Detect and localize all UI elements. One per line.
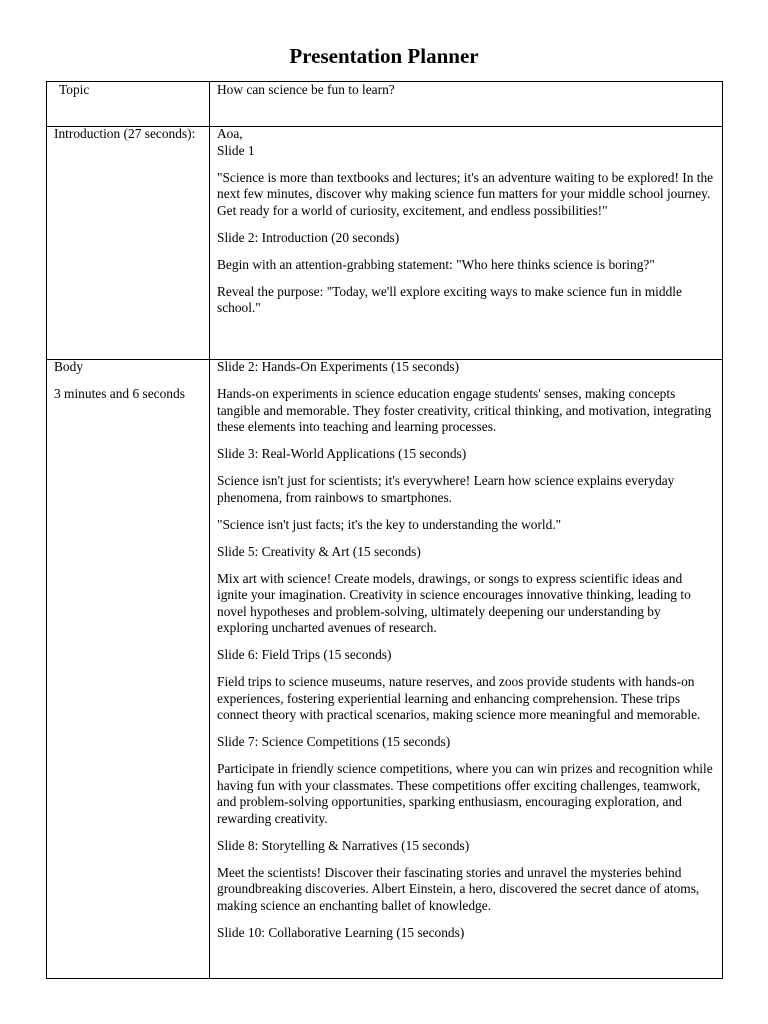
body-paragraph: Meet the scientists! Discover their fascinating stories and unravel the mysteries behind groundbreaking discoveries. Albert Einstein, a hero, discovered the secret dance of atoms, making science an enchanting ballet of knowledge.	[217, 864, 700, 913]
introduction-content	[217, 126, 714, 327]
body-paragraph: Field trips to science museums, nature reserves, and zoos provide students with hands-on experiences, fostering experiential learning and enhancing comprehension. These trips connect theory with practical scenarios, making science more meaningful and memorable.	[217, 674, 701, 722]
body-paragraph: Slide 7: Science Competitions (15 seconds)	[217, 734, 451, 749]
greeting-text: Aoa,	[217, 126, 243, 141]
body-paragraph: Slide 8: Storytelling & Narratives (15 seconds)	[217, 837, 470, 853]
slide2-text-purpose: Reveal the purpose: "Today, we'll explore exciting ways to make science fun in middle school."	[217, 283, 682, 315]
body-paragraph: Slide 10: Collaborative Learning (15 seconds)	[217, 924, 465, 940]
body-paragraph: "Science isn't just facts; it's the key to understanding the world."	[217, 516, 562, 532]
slide2-heading: Slide 2: Introduction (20 seconds)	[217, 229, 400, 245]
body-paragraph: Slide 5: Creativity & Art (15 seconds)	[217, 543, 421, 559]
body-paragraph: Slide 3: Real-World Applications (15 seconds)	[217, 446, 467, 461]
body-content	[217, 359, 714, 952]
slide2-text-hook: Begin with an attention-grabbing statement: "Who here thinks science is boring?"	[217, 256, 655, 272]
topic-label: Topic	[59, 82, 90, 97]
introduction-label: Introduction (27 seconds):	[54, 126, 196, 141]
body-paragraph: Slide 6: Field Trips (15 seconds)	[217, 647, 392, 662]
body-label: Body	[54, 359, 84, 374]
body-paragraph: Hands-on experiments in science education engage students' senses, making concepts tangible and memorable. They foster creativity, critical thinking, and motivation, integrating these elements into teaching and learning processes.	[217, 386, 712, 434]
body-duration: 3 minutes and 6 seconds	[54, 386, 185, 401]
body-paragraph: Science isn't just for scientists; it's everywhere! Learn how science explains everyday phenomena, from rainbows to smartphones.	[217, 473, 675, 505]
slide1-heading: Slide 1	[217, 142, 255, 158]
body-label-cell	[54, 359, 204, 413]
column-divider	[209, 82, 210, 978]
planner-table	[46, 81, 723, 979]
body-paragraph: Slide 2: Hands-On Experiments (15 seconds)	[217, 359, 460, 374]
slide1-text: "Science is more than textbooks and lectures; it's an adventure waiting to be explored! In the next few minutes, discover why making science fun matters for your middle school journey. Get ready for a world of curiosity, excitement, and endless possibilities!"	[217, 169, 714, 218]
body-paragraph: Mix art with science! Create models, drawings, or songs to express scientific ideas and ignite your imagination. Creativity in science encourages innovative thinking, leading to novel hypotheses and problem-solving, ultimately deepening our understanding by exploring uncharted avenues of research.	[217, 570, 691, 635]
topic-content: How can science be fun to learn?	[217, 82, 395, 97]
page-title: Presentation Planner	[289, 44, 479, 68]
body-paragraph: Participate in friendly science competitions, where you can win prizes and recognition while having fun with your classmates. These competitions offer exciting challenges, teamwork, and problem-solving opportunities, sparking enthusiasm, encouraging exploration, and rewarding creativity.	[217, 761, 713, 826]
